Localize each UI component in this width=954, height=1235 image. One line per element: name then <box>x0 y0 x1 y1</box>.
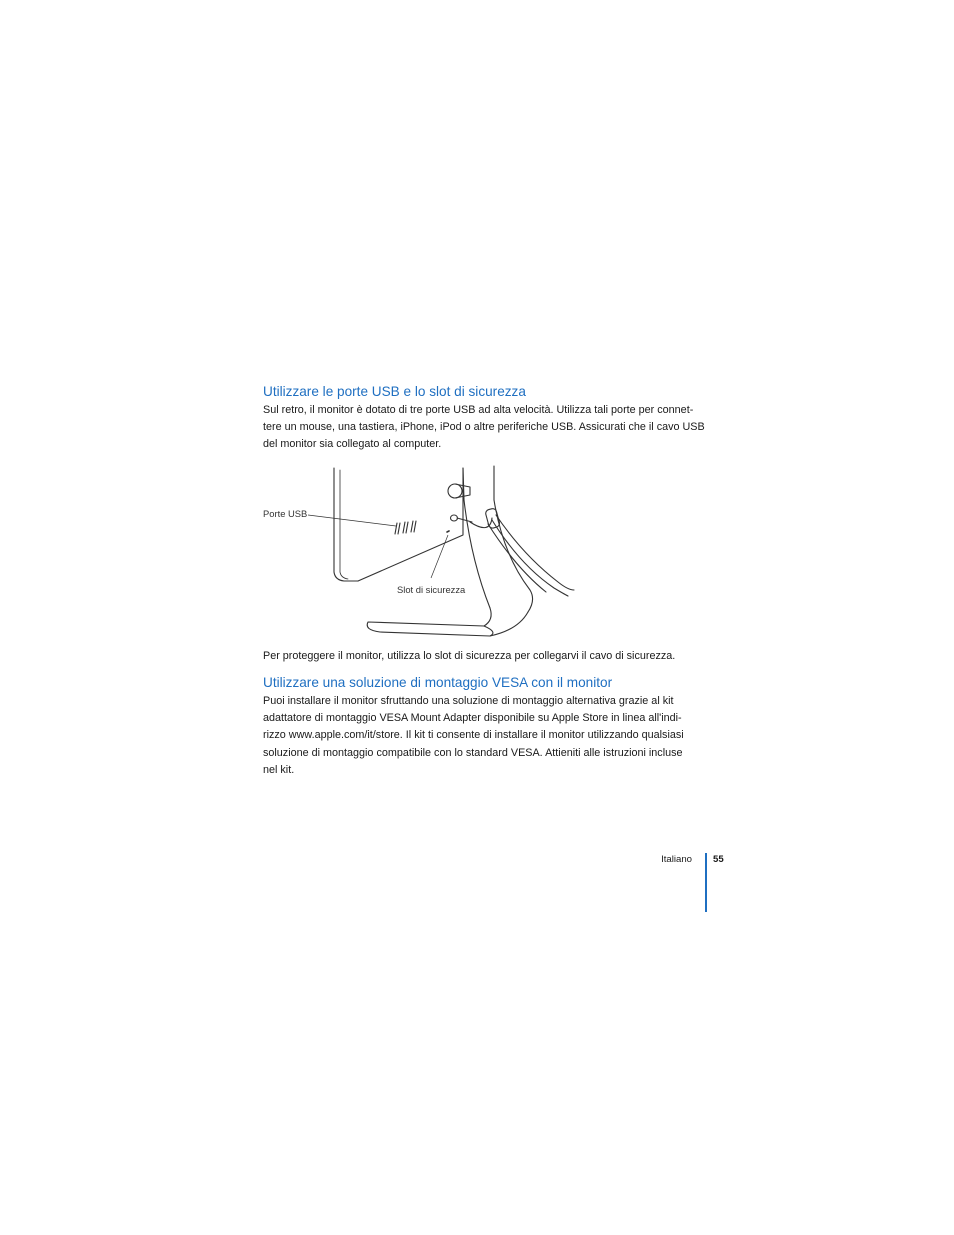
monitor-rear-illustration <box>258 460 588 645</box>
callout-security-slot: Slot di sicurezza <box>397 584 466 595</box>
body-line: tere un mouse, una tastiera, iPhone, iPod o altre periferiche USB. Assicurati che il cavo USB <box>263 421 705 434</box>
body-line: Sul retro, il monitor è dotato di tre porte USB ad alta velocità. Utilizza tali porte per connet- <box>263 404 694 416</box>
body-line: adattatore di montaggio VESA Mount Adapter disponibile su Apple Store in linea all'indi- <box>263 712 682 725</box>
body-line: Per proteggere il monitor, utilizza lo slot di sicurezza per collegarvi il cavo di sicurezza. <box>263 650 676 662</box>
section-body-usb-security <box>263 402 705 454</box>
section-heading-usb-security: Utilizzare le porte USB e lo slot di sicurezza <box>263 384 526 399</box>
footer-language: Italiano <box>661 854 692 865</box>
body-line: Puoi installare il monitor sfruttando una soluzione di montaggio alternativa grazie al kit <box>263 695 674 707</box>
page-number: 55 <box>713 854 724 865</box>
monitor-rear-drawing <box>258 460 588 645</box>
body-line: nel kit. <box>263 763 295 776</box>
callout-usb-ports: Porte USB <box>263 508 308 519</box>
section-body-vesa <box>263 693 684 779</box>
body-line: del monitor sia collegato al computer. <box>263 438 442 451</box>
footer-divider <box>705 853 707 912</box>
body-line: soluzione di montaggio compatibile con lo standard VESA. Attieniti alle istruzioni incluse <box>263 746 683 759</box>
body-line: rizzo www.apple.com/it/store. Il kit ti consente di installare il monitor utilizzando qualsiasi <box>263 729 684 742</box>
security-slot-paragraph <box>263 648 675 665</box>
section-heading-vesa: Utilizzare una soluzione di montaggio VESA con il monitor <box>263 675 613 690</box>
